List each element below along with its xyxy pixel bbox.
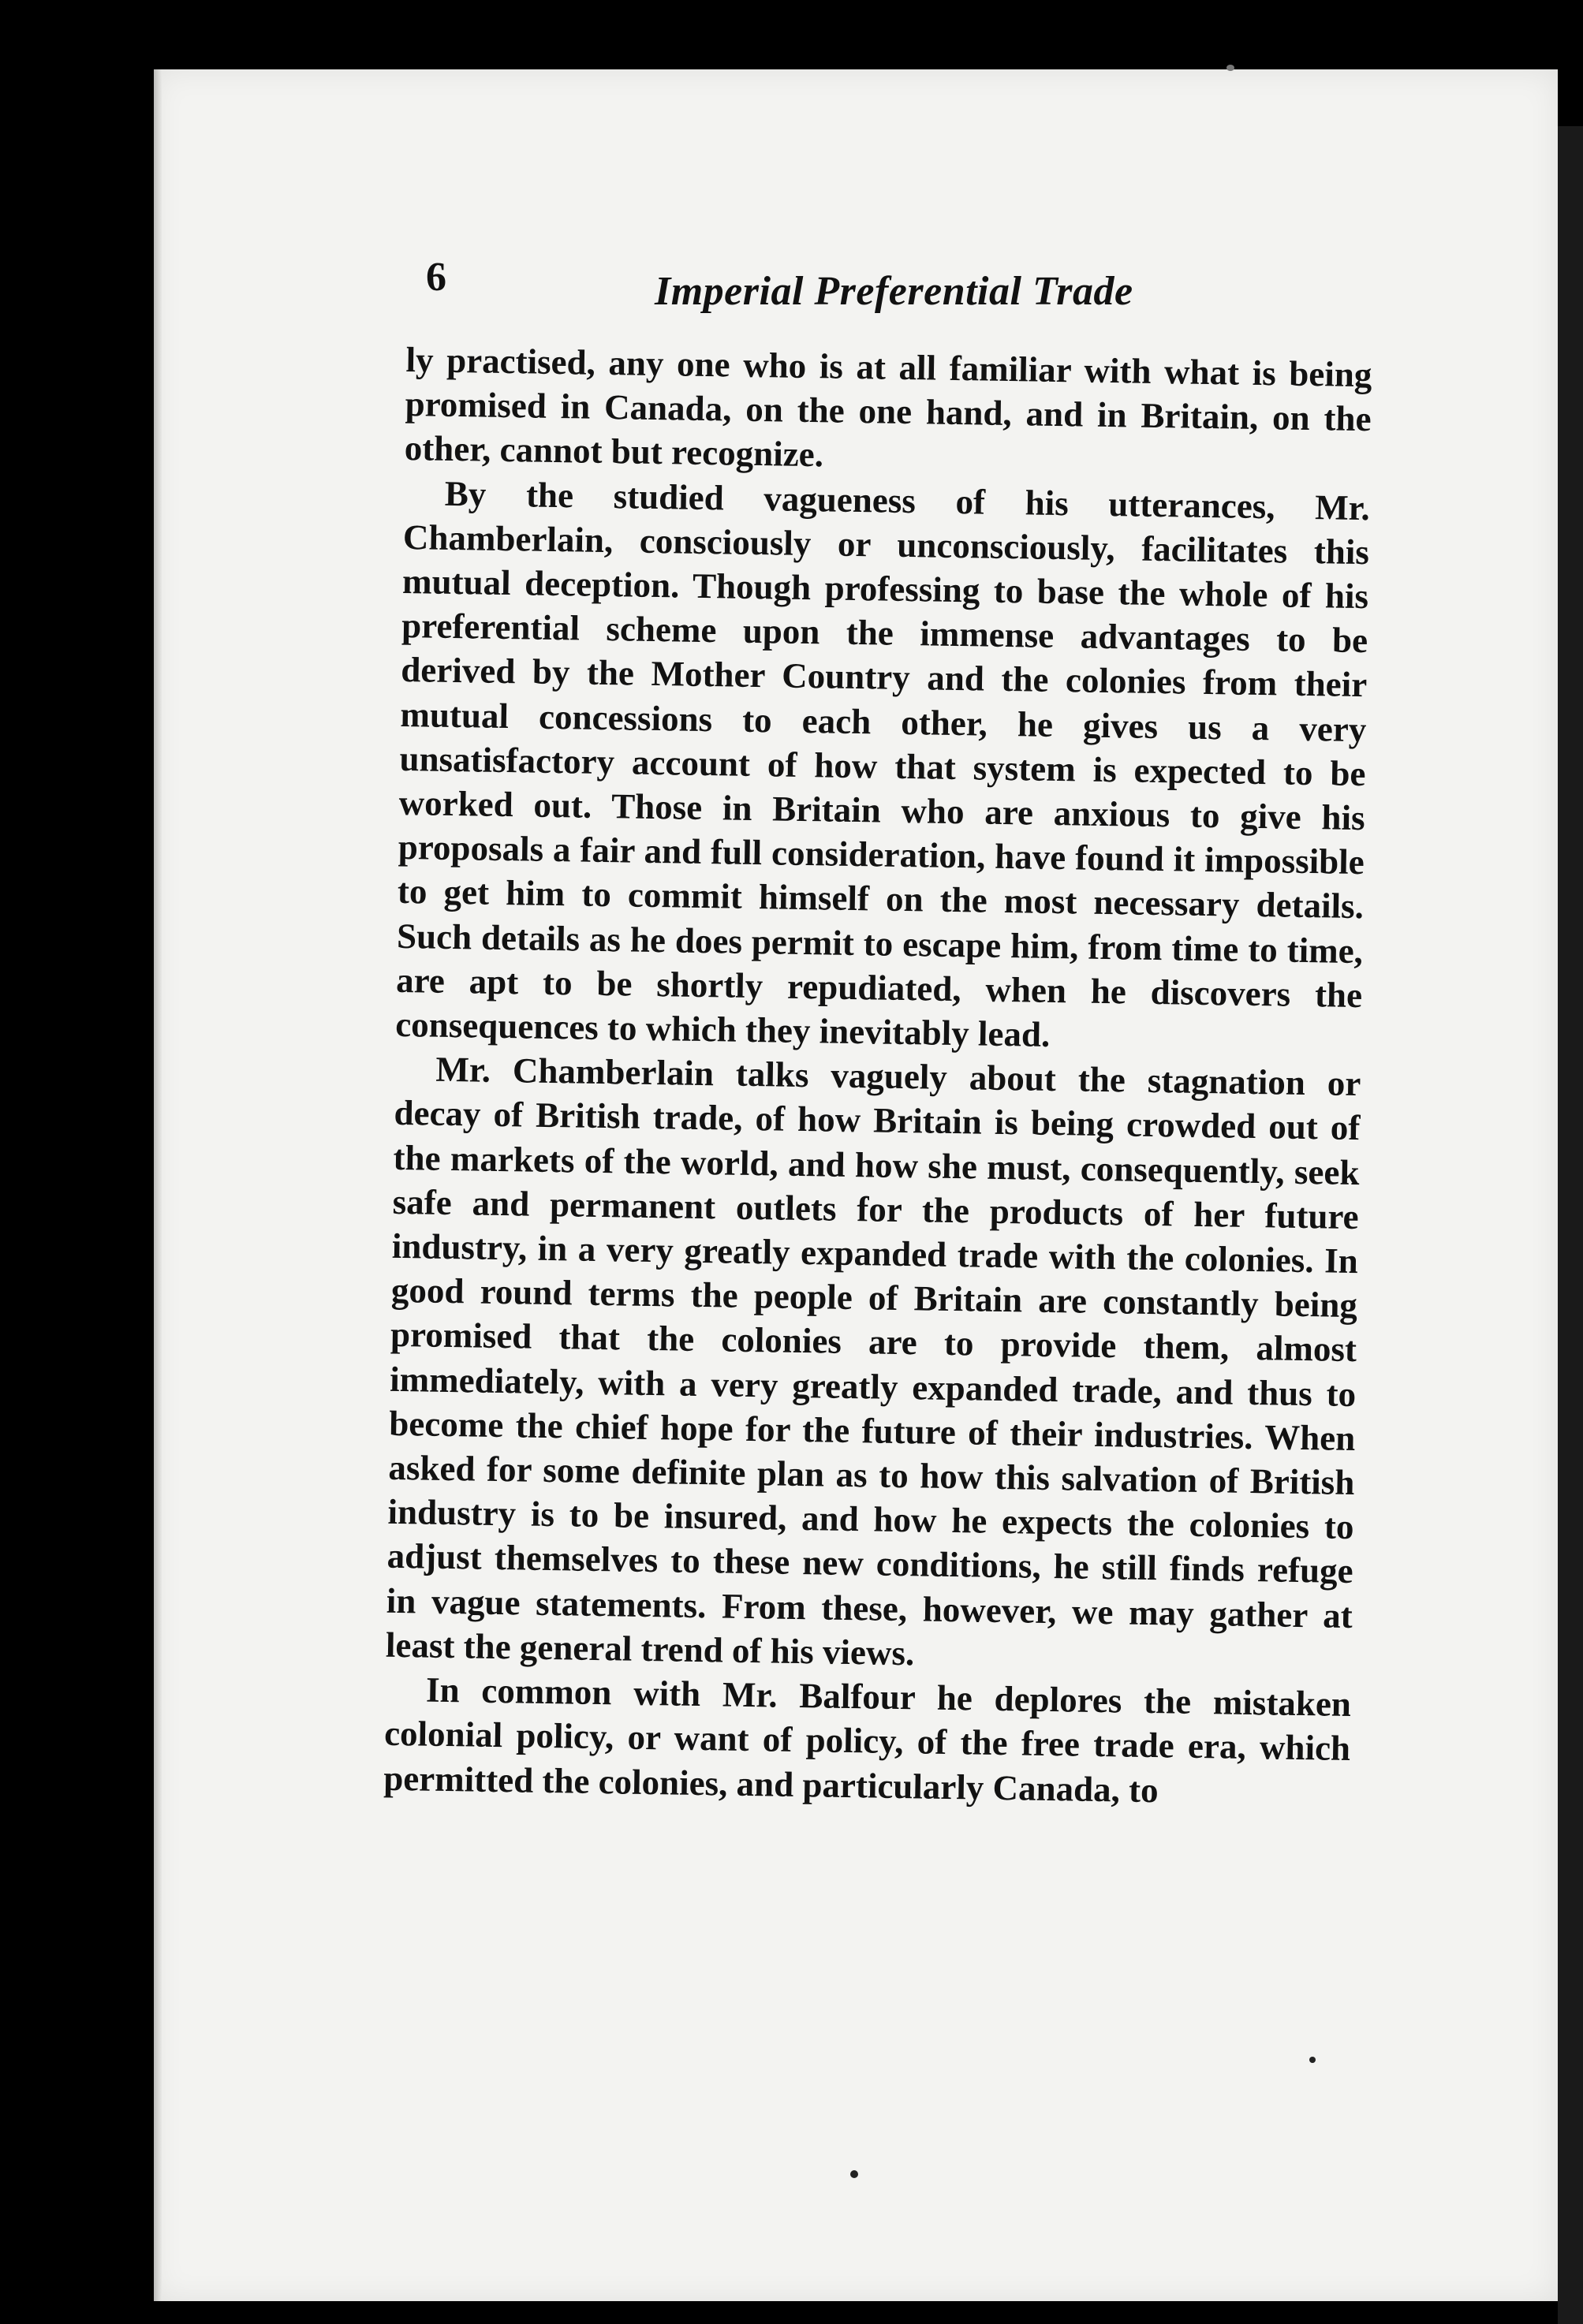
page-left-edge <box>154 69 162 2301</box>
dust-speck <box>850 2170 858 2178</box>
dust-speck <box>1226 65 1234 71</box>
paragraph: ly practised, any one who is at all familiar with what is being promised in Canada, on the one hand, and in Britain, on the other, cannot but recognize. <box>404 339 1372 475</box>
body-text <box>383 338 1372 1815</box>
page-number: 6 <box>426 255 446 300</box>
paragraph: In common with Mr. Balfour he deplores the mistaken colonial policy, or want of policy, of the free trade era, which permitted the colonies, and particularly Canada, to <box>383 1669 1352 1810</box>
running-title: Imperial Preferential Trade <box>655 269 1133 314</box>
paragraph: By the studied vagueness of his utterances, Mr. Chamberlain, consciously or unconsciously, facilitates this mutual deception. Though professing to base the whole of his preferential scheme upon the immense advantages to be derived by the Mother Country and the colonies from their mutual concessions to each other, he gives us a very unsatisfactory account of how that system is expected to be worked out. Those in Britain who are anxious to give his proposals a fair and full consideration, have found it impossible to get him to commit himself on the most necessary details. Such details as he does permit to escape him, from time to time, are apt to be shortly repudiated, when he discovers the consequences to which they inevitably lead. <box>394 473 1371 1054</box>
dust-speck <box>1309 2057 1316 2063</box>
scanner-margin <box>1558 126 1583 2324</box>
paragraph: Mr. Chamberlain talks vaguely about the stagnation or decay of British trade, of how Britain is being crowded out of the markets of the world, and how she must, consequently, seek safe and permanent outlets for the products of her future industry, in a very greatly expanded trade with the colonies. In good round terms the people of Britain are constantly being promised that the colonies are to provide them, almost immediately, with a very greatly expanded trade, and thus to become the chief hope for the future of their industries. When asked for some definite plan as to how this salvation of British industry is to be insured, and how he expects the colonies to adjust themselves to these new conditions, he still finds refuge in vague statements. From these, however, we may gather at least the general trend of his views. <box>385 1049 1361 1673</box>
